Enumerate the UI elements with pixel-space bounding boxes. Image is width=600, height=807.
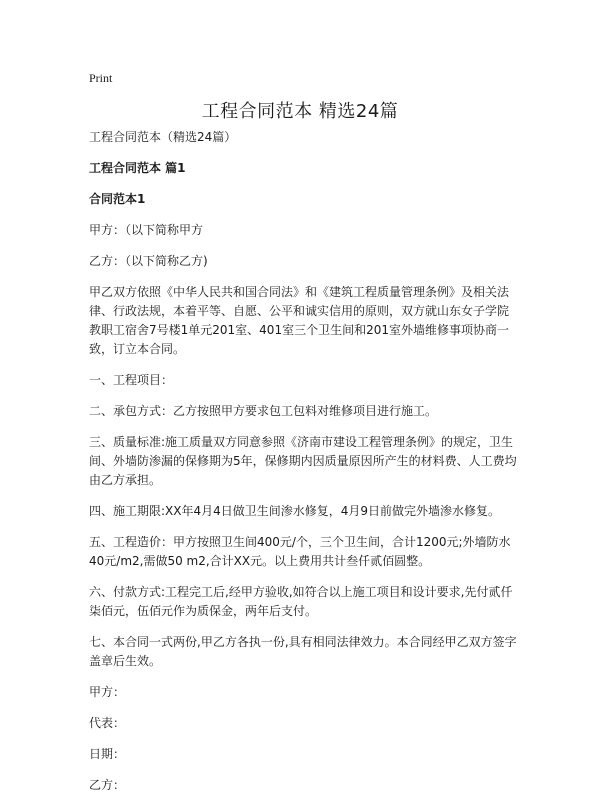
page-title: 工程合同范本 精选24篇 <box>201 101 399 122</box>
document-body <box>89 128 519 807</box>
signature-party-b: 乙方： <box>89 778 126 792</box>
clause-3: 三、质量标准:施工质量双方同意参照《济南市建设工程管理条例》的规定，卫生间、外墙防渗漏的保修期为5年，保修期内因质量原因所产生的材料费、人工费均由乙方承担。 <box>89 435 517 487</box>
print-label: Print <box>89 71 113 85</box>
clause-4: 四、施工期限:XX年4月4日做卫生间渗水修复，4月9日前做完外墙渗水修复。 <box>89 504 501 518</box>
clause-1: 一、工程项目： <box>89 373 174 387</box>
party-b-line: 乙方：（以下简称乙方) <box>89 254 208 268</box>
clause-2: 二、承包方式：乙方按照甲方要求包工包料对维修项目进行施工。 <box>89 404 438 418</box>
clause-5: 五、工程造价：甲方按照卫生间400元/个，三个卫生间，合计1200元;外墙防水40元/m2,需做50 m2,合计XX元。以上费用共计叁仟贰佰圆整。 <box>89 535 511 568</box>
signature-party-a: 甲方： <box>89 685 126 699</box>
intro-paragraph: 甲乙双方依照《中华人民共和国合同法》和《建筑工程质量管理条例》及相关法律、行政法规，本着平等、自愿、公平和诚实信用的原则，双方就山东女子学院教职工宿舍7号楼1单元201室、401室三个卫生间和201室外墙维修事项协商一致，订立本合同。 <box>89 285 510 356</box>
section-heading: 工程合同范本 篇1 <box>89 161 186 175</box>
clause-6: 六、付款方式:工程完工后,经甲方验收,如符合以上施工项目和设计要求,先付贰仟柒佰元，伍佰元作为质保金，两年后支付。 <box>89 585 513 618</box>
signature-representative: 代表： <box>89 716 126 730</box>
subtitle: 工程合同范本（精选24篇） <box>89 130 237 144</box>
clause-7: 七、本合同一式两份,甲乙方各执一份,具有相同法律效力。本合同经甲乙双方签字盖章后生效。 <box>89 635 517 668</box>
contract-heading: 合同范本1 <box>89 192 146 206</box>
party-a-line: 甲方：（以下简称甲方 <box>89 223 204 237</box>
signature-date: 日期： <box>89 747 126 761</box>
